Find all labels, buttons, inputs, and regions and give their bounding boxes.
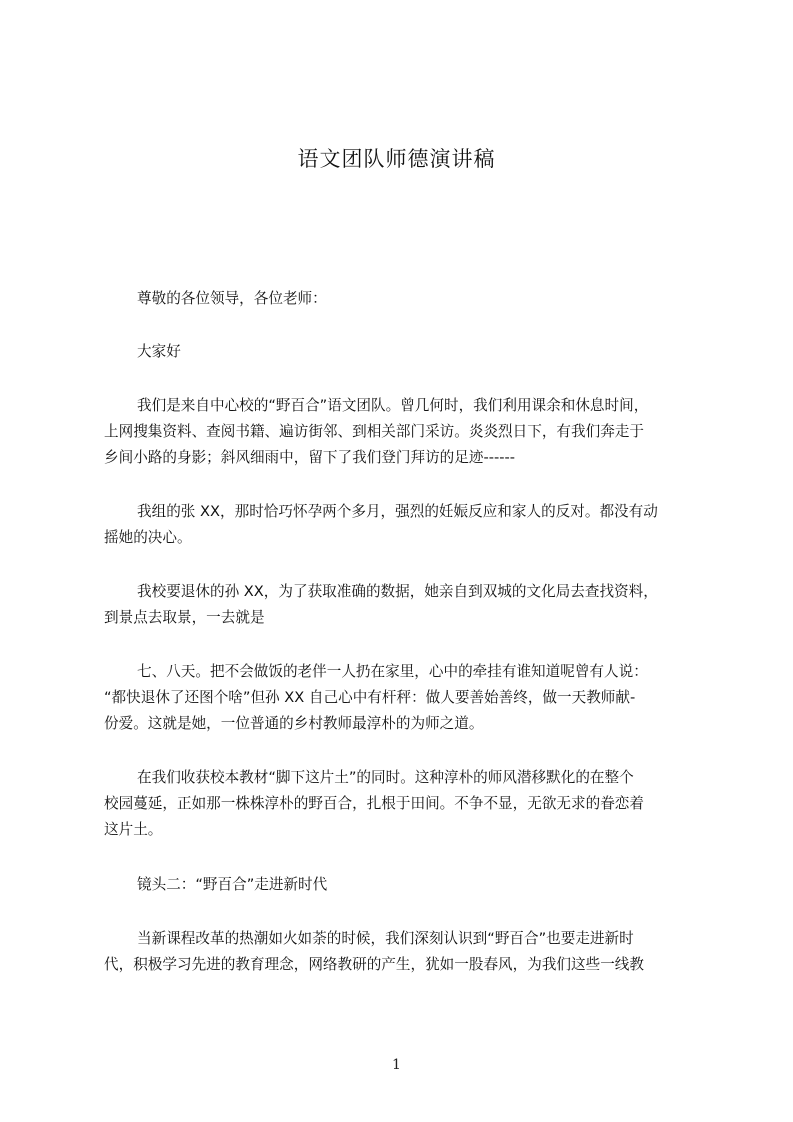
- section-heading: [104, 872, 708, 898]
- text-line: 这片土。: [104, 821, 163, 838]
- page-number: 1: [392, 1057, 401, 1073]
- text-line: 大家好: [137, 343, 181, 360]
- paragraph-greeting: [104, 339, 708, 365]
- paragraph-sun: [104, 579, 708, 631]
- text-line: 镜头二：“野百合”走进新时代: [137, 876, 328, 893]
- text-line: 份爱。这就是她，一位普通的乡村教师最淳朴的为师之道。: [104, 715, 484, 732]
- text-line: 在我们收获校本教材“脚下这片土”的同时。这种淳朴的师风潜移默化的在整个: [137, 769, 634, 786]
- paragraph-salutation: [104, 286, 708, 312]
- paragraph-team-intro: [104, 393, 708, 471]
- paragraph-school-textbook: [104, 765, 708, 843]
- text-line: 我校要退休的孙 XX，为了获取准确的数据，她亲自到双城的文化局去查找资料，: [137, 583, 658, 600]
- text-line: “都快退休了还图个啥”但孙 XX 自己心中有杆秤：做人要善始善终，做一天教师献-: [104, 689, 636, 706]
- text-line: 乡间小路的身影；斜风细雨中，留下了我们登门拜访的足迹------: [104, 449, 516, 466]
- text-line: 我组的张 XX，那时恰巧怀孕两个多月，强烈的妊娠反应和家人的反对。都没有动: [137, 503, 658, 520]
- text-line: 到景点去取景，一去就是: [104, 609, 265, 626]
- paragraph-zhang: [104, 499, 708, 551]
- text-line: 我们是来自中心校的“野百合”语文团队。曾几何时，我们利用课余和休息时间，: [137, 397, 649, 414]
- text-line: 代，积极学习先进的教育理念，网络教研的产生，犹如一股春风，为我们这些一线教: [104, 956, 644, 973]
- paragraph-curriculum-reform: [104, 926, 708, 978]
- text-line: 校园蔓延，正如那一株株淳朴的野百合，扎根于田间。不争不显，无欲无求的眷恋着: [104, 795, 644, 812]
- paragraph-seven-eight-days: [104, 659, 708, 737]
- document-title: 语文团队师德演讲稿: [297, 147, 496, 171]
- text-line: 当新课程改革的热潮如火如荼的时候，我们深刻认识到“野百合”也要走进新时: [137, 930, 634, 947]
- text-line: 七、八天。把不会做饭的老伴一人扔在家里，心中的牵挂有谁知道呢曾有人说：: [137, 663, 648, 680]
- text-line: 上网搜集资料、查阅书籍、遍访街邻、到相关部门采访。炎炎烈日下，有我们奔走于: [104, 423, 644, 440]
- text-line: 尊敬的各位领导，各位老师：: [137, 290, 327, 307]
- text-line: 摇她的决心。: [104, 529, 192, 546]
